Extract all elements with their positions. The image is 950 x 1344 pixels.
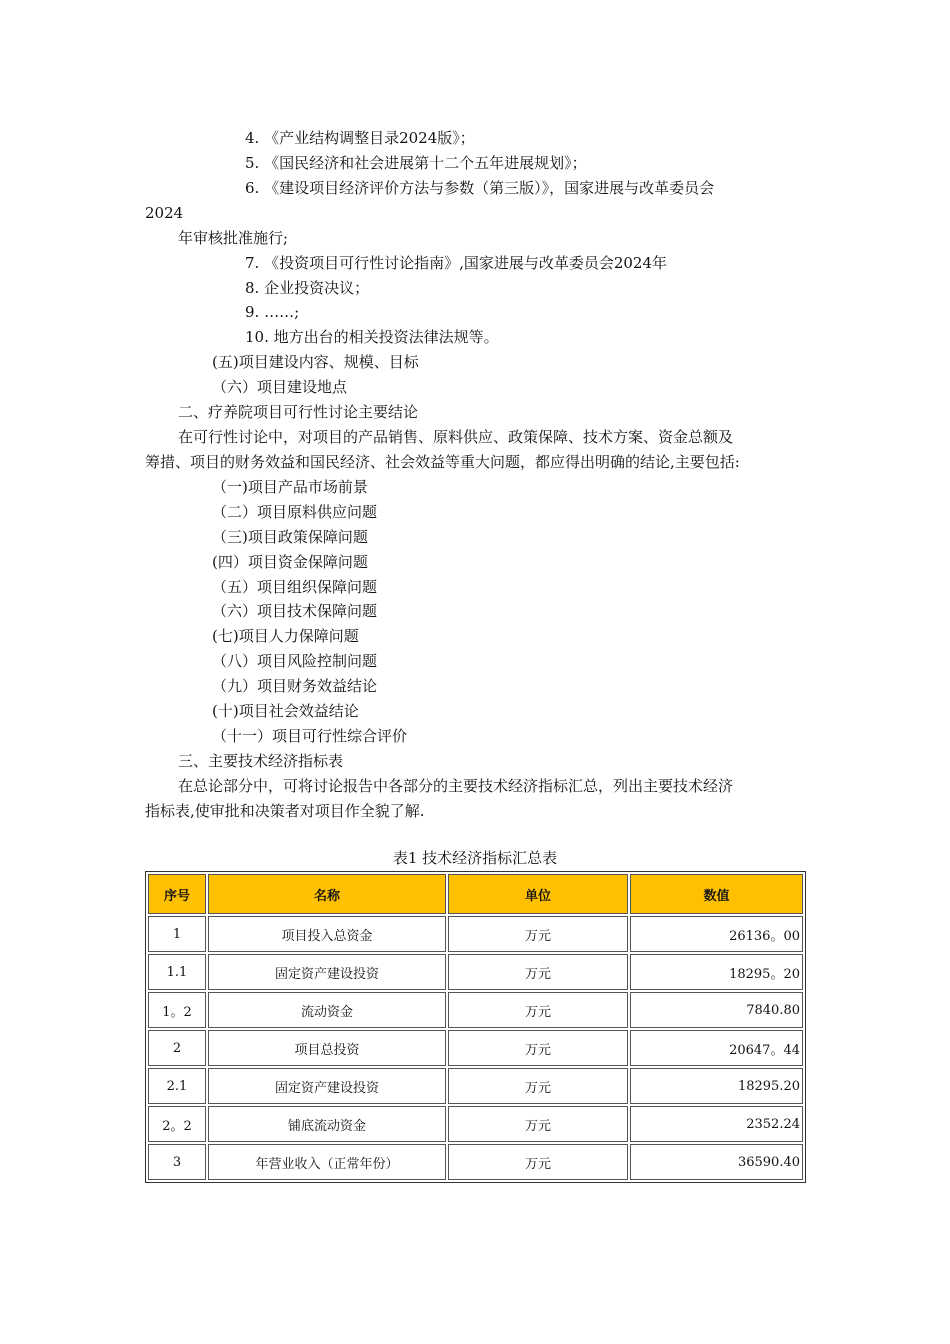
cell-no: 1 (148, 916, 206, 952)
table-caption: 表1 技术经济指标汇总表 (392, 849, 558, 867)
conclusion-item-6: （六）项目技术保障问题 (212, 602, 378, 620)
cell-name: 流动资金 (208, 992, 446, 1028)
header-name: 名称 (208, 874, 446, 914)
cell-name: 项目总投资 (208, 1030, 446, 1066)
cell-name: 项目投入总资金 (208, 916, 446, 952)
table-row (148, 1030, 803, 1066)
table-header-row (148, 874, 803, 914)
cell-unit: 万元 (448, 992, 628, 1028)
cell-no: 2.1 (148, 1068, 206, 1104)
cell-unit: 万元 (448, 1030, 628, 1066)
cell-value: 7840.80 (630, 992, 803, 1028)
cell-value: 2352.24 (630, 1106, 803, 1142)
section-heading-2: 二、疗养院项目可行性讨论主要结论 (178, 403, 419, 421)
cell-unit: 万元 (448, 1106, 628, 1142)
cell-no: 2。2 (148, 1106, 206, 1142)
cell-name: 固定资产建设投资 (208, 1068, 446, 1104)
cell-name: 固定资产建设投资 (208, 954, 446, 990)
cell-value: 18295。20 (630, 954, 803, 990)
cell-name: 年营业收入（正常年份） (208, 1144, 446, 1180)
table-row (148, 1068, 803, 1104)
cell-name: 铺底流动资金 (208, 1106, 446, 1142)
ref-item-6: 6. 《建设项目经济评价方法与参数（第三版）》，国家进展与改革委员会 (245, 179, 715, 197)
cell-unit: 万元 (448, 1144, 628, 1180)
conclusion-item-7: (七)项目人力保障问题 (212, 627, 359, 645)
conclusion-item-3: （三)项目政策保障问题 (212, 528, 368, 546)
cell-value: 20647。44 (630, 1030, 803, 1066)
ref-item-8: 8. 企业投资决议； (245, 279, 370, 297)
ref-item-4: 4. 《产业结构调整目录2024版》； (245, 129, 475, 147)
conclusion-item-4: (四）项目资金保障问题 (212, 553, 368, 571)
cell-no: 2 (148, 1030, 206, 1066)
sub-heading-5: (五)项目建设内容、规模、目标 (212, 353, 419, 371)
ref-item-7: 7. 《投资项目可行性讨论指南》,国家进展与改革委员会2024年 (245, 254, 668, 272)
cell-value: 18295.20 (630, 1068, 803, 1104)
conclusion-item-8: （八）项目风险控制问题 (212, 652, 378, 670)
paragraph-line-4: 指标表,使审批和决策者对项目作全貌了解. (145, 802, 425, 820)
conclusion-item-11: （十一）项目可行性综合评价 (212, 727, 408, 745)
section-heading-3: 三、主要技术经济指标表 (178, 752, 344, 770)
header-no: 序号 (148, 874, 206, 914)
table-row (148, 1144, 803, 1180)
cell-unit: 万元 (448, 916, 628, 952)
conclusion-item-5: （五）项目组织保障问题 (212, 578, 378, 596)
conclusion-item-9: （九）项目财务效益结论 (212, 677, 378, 695)
ref-item-5: 5. 《国民经济和社会进展第十二个五年进展规划》； (245, 154, 587, 172)
indicator-table (145, 871, 806, 1183)
paragraph-line-3: 在总论部分中，可将讨论报告中各部分的主要技术经济指标汇总，列出主要技术经济 (178, 777, 734, 795)
paragraph-line-2: 筹措、项目的财务效益和国民经济、社会效益等重大问题，都应得出明确的结论,主要包括: (145, 453, 740, 471)
cell-unit: 万元 (448, 954, 628, 990)
sub-heading-6: （六）项目建设地点 (212, 378, 348, 396)
table-row (148, 1106, 803, 1142)
conclusion-item-1: （一)项目产品市场前景 (212, 478, 368, 496)
conclusion-item-2: （二）项目原料供应问题 (212, 503, 378, 521)
cell-unit: 万元 (448, 1068, 628, 1104)
table-row (148, 916, 803, 952)
cell-no: 1.1 (148, 954, 206, 990)
table-row (148, 992, 803, 1028)
ref-item-6-cont-year: 2024 (145, 204, 184, 222)
header-unit: 单位 (448, 874, 628, 914)
cell-no: 3 (148, 1144, 206, 1180)
ref-item-6-cont: 年审核批准施行; (178, 229, 289, 247)
ref-item-9: 9. ……; (245, 303, 300, 321)
cell-value: 26136。00 (630, 916, 803, 952)
conclusion-item-10: (十)项目社会效益结论 (212, 702, 359, 720)
paragraph-line-1: 在可行性讨论中，对项目的产品销售、原料供应、政策保障、技术方案、资金总额及 (178, 428, 734, 446)
table-row (148, 954, 803, 990)
cell-no: 1。2 (148, 992, 206, 1028)
ref-item-10: 10. 地方出台的相关投资法律法规等。 (245, 328, 499, 346)
header-value: 数值 (630, 874, 803, 914)
cell-value: 36590.40 (630, 1144, 803, 1180)
